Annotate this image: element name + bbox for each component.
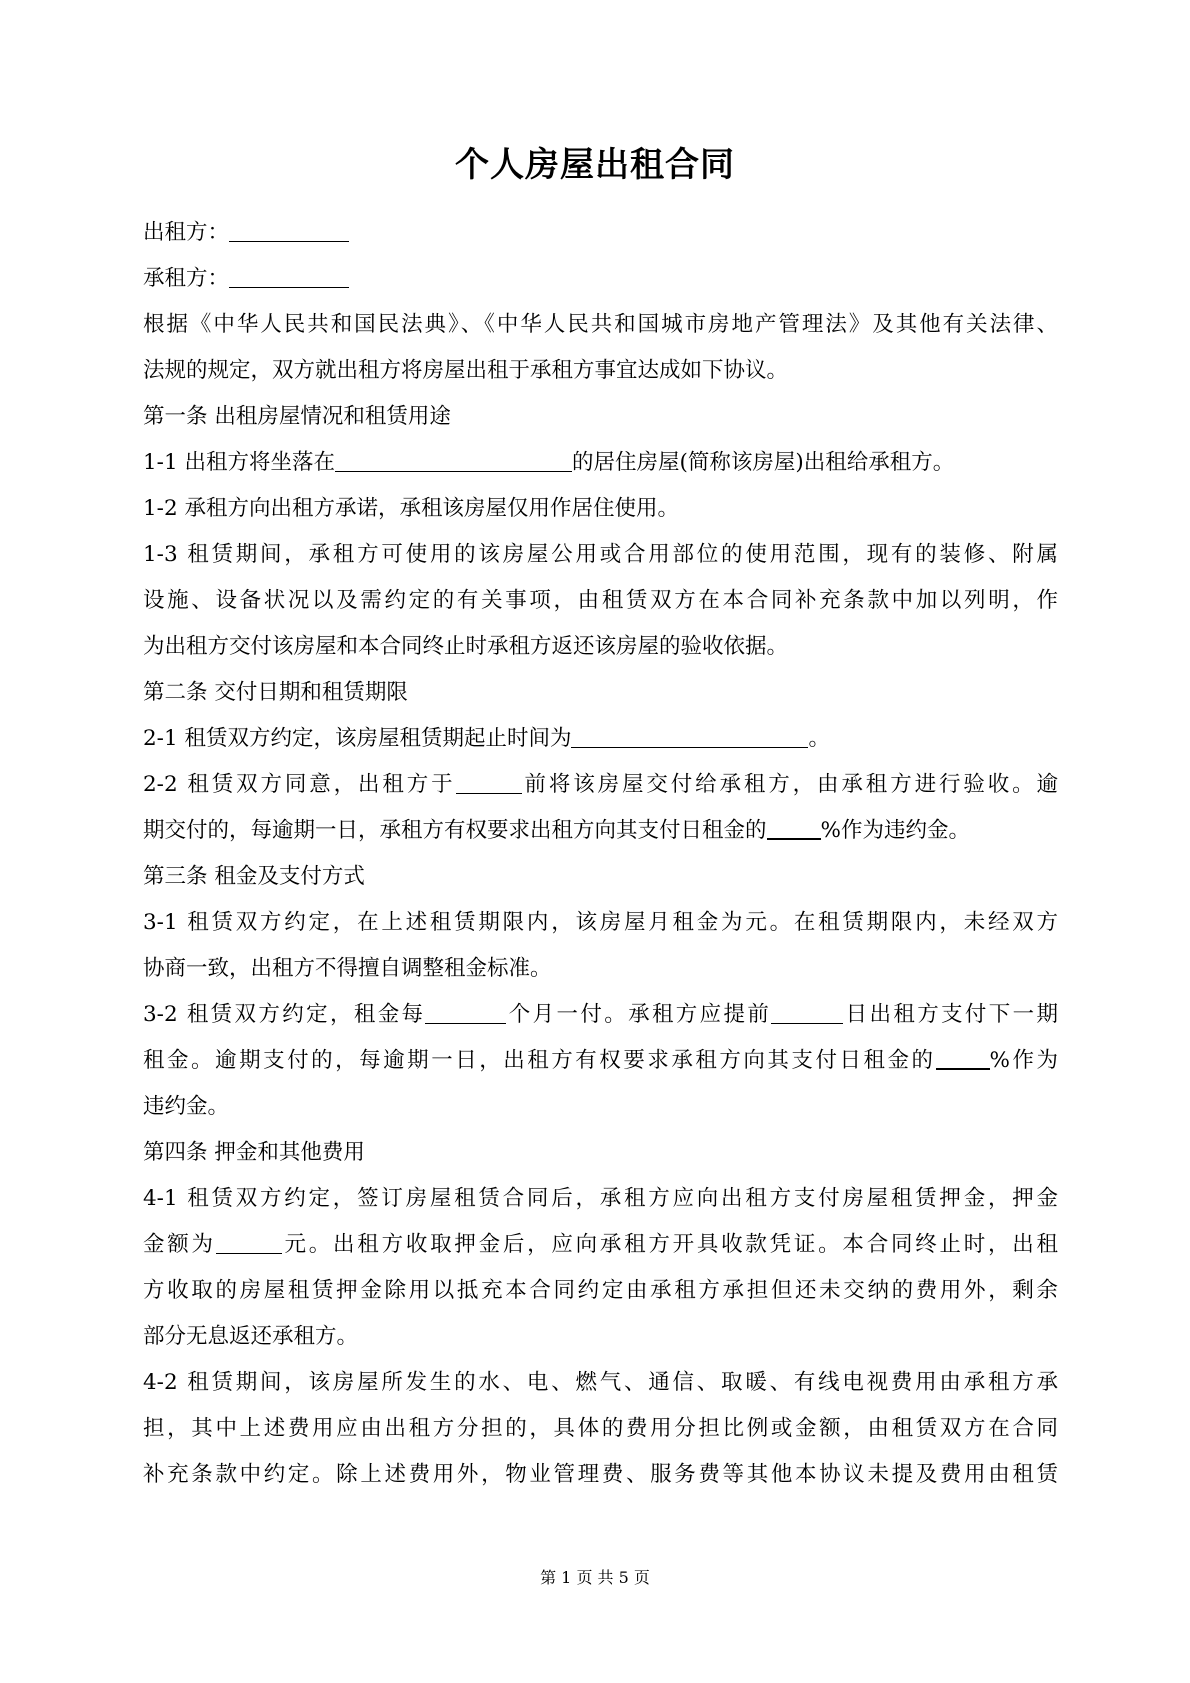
clause-3-1-line: 3-1 租赁双方约定，在上述租赁期限内，该房屋月租金为元。在租赁期限内，未经双方 (143, 910, 1058, 935)
clause-3-1-line: 协商一致，出租方不得擅自调整租金标准。 (143, 956, 552, 981)
clause-text: 1-1 出租方将坐落在 (143, 450, 335, 475)
page-number: 第 1 页 共 5 页 (540, 1568, 650, 1587)
advance-days-blank (771, 1002, 843, 1025)
clause-4-2-line: 4-2 租赁期间，该房屋所发生的水、电、燃气、通信、取暖、有线电视费用由承租方承 (143, 1370, 1058, 1395)
clause-text: %作为违约金。 (820, 818, 970, 843)
clause-1-1 (143, 440, 1058, 486)
clause-text: %作为 (989, 1048, 1058, 1073)
document-title: 个人房屋出租合同 (455, 145, 735, 185)
penalty-percent-blank (767, 817, 821, 841)
lessor-name-blank (229, 220, 349, 243)
article-heading: 第二条 交付日期和租赁期限 (143, 680, 408, 705)
clause-1-3-line: 设施、设备状况以及需约定的有关事项，由租赁双方在本合同补充条款中加以列明，作 (143, 588, 1058, 613)
late-fee-percent-blank (936, 1047, 990, 1071)
lease-term-blank (571, 726, 808, 749)
lessee-label: 承租方： (143, 266, 230, 291)
clause-1-2: 1-2 承租方向出租方承诺，承租该房屋仅用作居住使用。 (143, 496, 679, 521)
clause-2-2-line (143, 762, 1058, 808)
lessee-name-blank (229, 266, 349, 289)
clause-1-3-line: 为出租方交付该房屋和本合同终止时承租方返还该房屋的验收依据。 (143, 634, 789, 659)
clause-1-3-line: 1-3 租赁期间，承租方可使用的该房屋公用或合用部位的使用范围，现有的装修、附属 (143, 542, 1058, 567)
clause-text: 日出租方支付下一期 (843, 1002, 1058, 1027)
clause-4-2-line: 补充条款中约定。除上述费用外，物业管理费、服务费等其他本协议未提及费用由租赁 (143, 1462, 1058, 1487)
clause-text: 期交付的，每逾期一日，承租方有权要求出租方向其支付日租金的 (143, 818, 767, 843)
deposit-amount-blank (216, 1232, 282, 1255)
contract-body (143, 210, 1058, 1498)
clause-4-1-line: 方收取的房屋租赁押金除用以抵充本合同约定由承租方承担但还未交纳的费用外，剩余 (143, 1278, 1058, 1303)
clause-4-1-line: 4-1 租赁双方约定，签订房屋租赁合同后，承租方应向出租方支付房屋租赁押金，押金 (143, 1186, 1058, 1211)
clause-3-2-line (143, 992, 1058, 1038)
article-heading: 第四条 押金和其他费用 (143, 1140, 365, 1165)
clause-text: 3-2 租赁双方约定，租金每 (143, 1002, 426, 1027)
article-heading: 第三条 租金及支付方式 (143, 864, 365, 889)
clause-3-2-line (143, 1038, 1058, 1084)
clause-text: 前将该房屋交付给承租方，由承租方进行验收。逾 (521, 772, 1058, 797)
lessee-line (143, 256, 1058, 302)
clause-text: 元。出租方收取押金后，应向承租方开具收款凭证。本合同终止时，出租 (281, 1232, 1058, 1257)
article-heading: 第一条 出租房屋情况和租赁用途 (143, 404, 451, 429)
clause-2-2-line (143, 808, 1058, 854)
payment-interval-blank (425, 1002, 506, 1025)
clause-text: 个月一付。承租方应提前 (506, 1002, 772, 1027)
clause-4-2-line: 担，其中上述费用应由出租方分担的，具体的费用分担比例或金额，由租赁双方在合同 (143, 1416, 1058, 1441)
clause-text: 金额为 (143, 1232, 216, 1257)
delivery-date-blank (456, 772, 522, 795)
preamble-line: 法规的规定，双方就出租方将房屋出租于承租方事宜达成如下协议。 (143, 358, 789, 383)
lessor-line (143, 210, 1058, 256)
property-location-blank (335, 450, 572, 473)
clause-text: 租金。逾期支付的，每逾期一日，出租方有权要求承租方向其支付日租金的 (143, 1048, 936, 1073)
clause-text: 2-1 租赁双方约定，该房屋租赁期起止时间为 (143, 726, 572, 751)
clause-text: 2-2 租赁双方同意，出租方于 (143, 772, 456, 797)
clause-4-1-line (143, 1222, 1058, 1268)
clause-text: 的居住房屋(简称该房屋)出租给承租方。 (571, 450, 955, 475)
lessor-label: 出租方： (143, 220, 230, 245)
preamble-line: 根据《中华人民共和国民法典》、《中华人民共和国城市房地产管理法》及其他有关法律、 (143, 312, 1058, 337)
clause-4-1-line: 部分无息返还承租方。 (143, 1324, 359, 1349)
clause-text: 。 (808, 726, 830, 751)
clause-2-1 (143, 716, 1058, 762)
clause-3-2-line: 违约金。 (143, 1094, 230, 1119)
